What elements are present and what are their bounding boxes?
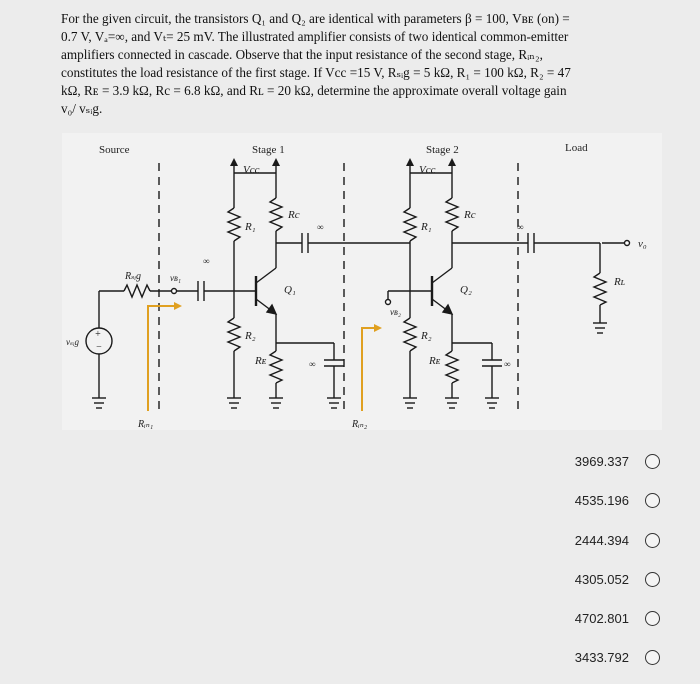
re2-label: Rᴇ	[429, 355, 441, 367]
r2-stage1-label: R₂	[245, 330, 256, 342]
r1-stage2-label: R₁	[421, 221, 432, 233]
option-1[interactable]	[575, 454, 660, 469]
re-stage2-resistor	[446, 351, 458, 383]
inf-bypass-1: ∞	[309, 359, 316, 369]
vcc-arrow-icon	[448, 158, 456, 166]
question-line-4: constitutes the load resistance of the first stage. If Vcc =15 V, Rₛᵢg = 5 kΩ, R₁ = 100 kΩ, R₂ = 47	[61, 65, 571, 80]
source-label: Source	[99, 144, 130, 156]
vcc2-label: Vcc	[419, 164, 436, 176]
re1-label: Rᴇ	[255, 355, 267, 367]
rsig-label: Rₛᵢg	[125, 271, 142, 282]
option-4-radio-icon[interactable]	[645, 572, 660, 587]
option-5-radio-icon[interactable]	[645, 611, 660, 626]
q1-label: Q₁	[284, 284, 296, 296]
inf-cap-2: ∞	[317, 222, 324, 232]
stage1-label: Stage 1	[252, 144, 285, 156]
option-5-value: 4702.801	[574, 611, 629, 626]
vcc-arrow-icon	[272, 158, 280, 166]
vsig-label: vₛᵢg	[66, 337, 79, 347]
option-4[interactable]	[575, 572, 660, 587]
source-plus-sign: +	[95, 329, 101, 340]
rin2-arrow	[362, 328, 380, 411]
r2-stage2-resistor	[404, 318, 416, 351]
inf-cap-1: ∞	[203, 256, 210, 266]
option-2[interactable]	[575, 493, 660, 508]
rc2-label: Rc	[464, 209, 476, 221]
option-3[interactable]	[575, 533, 660, 548]
inf-bypass-2: ∞	[504, 359, 511, 369]
vcc-arrow-icon	[406, 158, 414, 166]
option-1-value: 3969.337	[574, 454, 629, 469]
stage2-label: Stage 2	[426, 144, 459, 156]
question-line-5: kΩ, Rᴇ = 3.9 kΩ, Rc = 6.8 kΩ, and Rʟ = 20 kΩ, determine the approximate overall voltage gain	[61, 83, 567, 98]
rin1-arrowhead-icon	[174, 302, 182, 310]
r1-stage2-resistor	[404, 208, 416, 241]
r2-stage2-label: R₂	[421, 330, 432, 342]
option-1-radio-icon[interactable]	[645, 454, 660, 469]
rin2-label: Rᵢₙ₂	[352, 419, 368, 430]
vcc1-label: Vcc	[243, 164, 260, 176]
option-4-value: 4305.052	[574, 572, 629, 587]
vo-label: v₀	[638, 238, 647, 250]
r1-stage1-label: R₁	[245, 221, 256, 233]
vcc-arrow-icon	[230, 158, 238, 166]
r2-stage1-resistor	[228, 318, 240, 351]
vb2-label: vʙ₂	[390, 307, 401, 317]
option-3-radio-icon[interactable]	[645, 533, 660, 548]
option-5[interactable]	[575, 611, 660, 626]
question-line-1: For the given circuit, the transistors Q₁ and Q₂ are identical with parameters β = 100, Vʙᴇ (on) =	[61, 11, 570, 26]
rsig-resistor	[124, 285, 150, 297]
circuit-diagram	[62, 133, 662, 430]
inf-cap-3: ∞	[517, 222, 524, 232]
vb1-label: vʙ₁	[170, 273, 181, 283]
rc-stage1-resistor	[270, 198, 282, 231]
option-2-value: 4535.196	[574, 493, 629, 508]
rin1-label: Rᵢₙ₁	[138, 419, 154, 430]
rl-resistor	[594, 273, 606, 305]
rc1-label: Rc	[288, 209, 300, 221]
rin2-arrowhead-icon	[374, 324, 382, 332]
q1-collector	[256, 268, 276, 283]
option-2-radio-icon[interactable]	[645, 493, 660, 508]
question-line-6: v₀/ vₛᵢg.	[61, 101, 103, 116]
r1-stage1-resistor	[228, 208, 240, 241]
rin1-arrow	[148, 306, 180, 411]
option-6[interactable]	[575, 650, 660, 665]
option-6-value: 3433.792	[574, 650, 629, 665]
rl-label: Rʟ	[614, 276, 626, 288]
re-stage1-resistor	[270, 351, 282, 383]
question-line-3: amplifiers connected in cascade. Observe that the input resistance of the second stage, Rᵢₙ₂,	[61, 47, 543, 62]
load-label: Load	[565, 142, 588, 154]
rc-stage2-resistor	[446, 198, 458, 231]
q2-collector	[432, 268, 452, 283]
option-6-radio-icon[interactable]	[645, 650, 660, 665]
source-minus-sign: −	[96, 342, 102, 353]
q2-label: Q₂	[460, 284, 472, 296]
option-3-value: 2444.394	[574, 533, 629, 548]
question-text	[61, 10, 661, 118]
question-line-2: 0.7 V, Vₐ=∞, and Vₜ= 25 mV. The illustrated amplifier consists of two identical common-emitter	[61, 29, 569, 44]
